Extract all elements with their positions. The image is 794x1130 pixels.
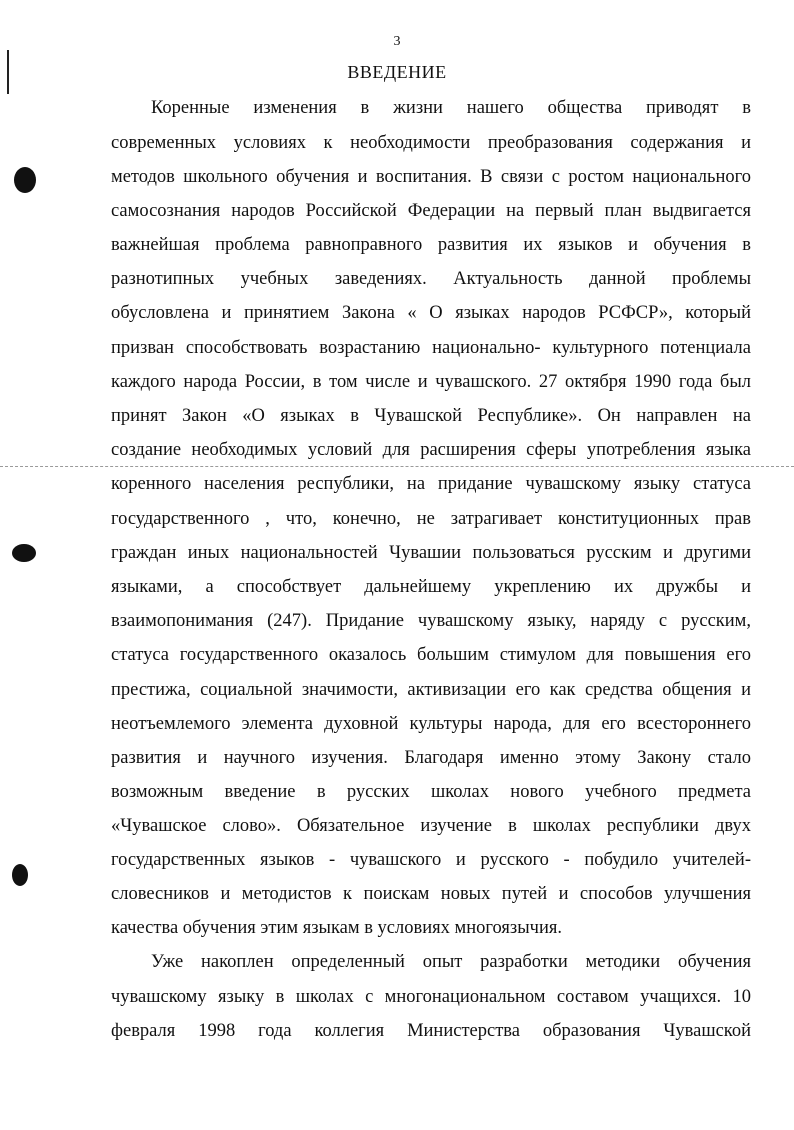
scan-edge-mark [7,50,9,94]
text-line: Уже накоплен определенный опыт разработки методики обучения [151,952,751,972]
text-line: неотъемлемого элемента духовной культуры народа, для его всестороннего [111,714,751,734]
text-line: «Чувашское слово». Обязательное изучение в школах республики двух [111,816,751,836]
text-line: граждан иных национальностей Чувашии пользоваться русским и другими [111,543,751,563]
text-line: обусловлена и принятием Закона « О языках народов РСФСР», который [111,303,751,323]
text-line: чувашскому языку в школах с многонациональном составом учащихся. 10 [111,987,751,1007]
text-line: февраля 1998 года коллегия Министерства образования Чувашской [111,1021,751,1041]
text-line: словесников и методистов к поискам новых путей и способов улучшения [111,884,751,904]
text-line: развития и научного изучения. Благодаря именно этому Закону стало [111,748,751,768]
text-line: престижа, социальной значимости, активизации его как средства общения и [111,680,751,700]
text-line: важнейшая проблема равноправного развития их языков и обучения в [111,235,751,255]
text-line: взаимопонимания (247). Придание чувашскому языку, наряду с русским, [111,611,751,631]
scan-fold-line [0,466,794,467]
text-line: возможным введение в русских школах нового учебного предмета [111,782,751,802]
hole-punch-blot [14,167,36,193]
text-line: принят Закон «О языках в Чувашской Республике». Он направлен на [111,406,751,426]
text-line: Коренные изменения в жизни нашего общества приводят в [151,98,751,118]
hole-punch-blot [12,544,36,562]
text-line: языками, а способствует дальнейшему укреплению их дружбы и [111,577,751,597]
text-line: современных условиях к необходимости преобразования содержания и [111,133,751,153]
text-line: самосознания народов Российской Федерации на первый план выдвигается [111,201,751,221]
text-line: разнотипных учебных заведениях. Актуальность данной проблемы [111,269,751,289]
text-line: статуса государственного оказалось большим стимулом для повышения его [111,645,751,665]
text-line: создание необходимых условий для расширения сферы употребления языка [111,440,751,460]
page-title: ВВЕДЕНИЕ [347,62,447,82]
page-number: 3 [393,34,401,49]
text-line: методов школьного обучения и воспитания. В связи с ростом национального [111,167,751,187]
hole-punch-blot [12,864,28,886]
text-line: коренного населения республики, на придание чувашскому языку статуса [111,474,751,494]
text-line: государственного , что, конечно, не затрагивает конституционных прав [111,509,751,529]
text-line: призван способствовать возрастанию национально- культурного потенциала [111,338,751,358]
text-line: качества обучения этим языкам в условиях многоязычия. [111,918,562,938]
text-line: государственных языков - чувашского и русского - побудило учителей- [111,850,751,870]
text-line: каждого народа России, в том числе и чувашского. 27 октября 1990 года был [111,372,751,392]
